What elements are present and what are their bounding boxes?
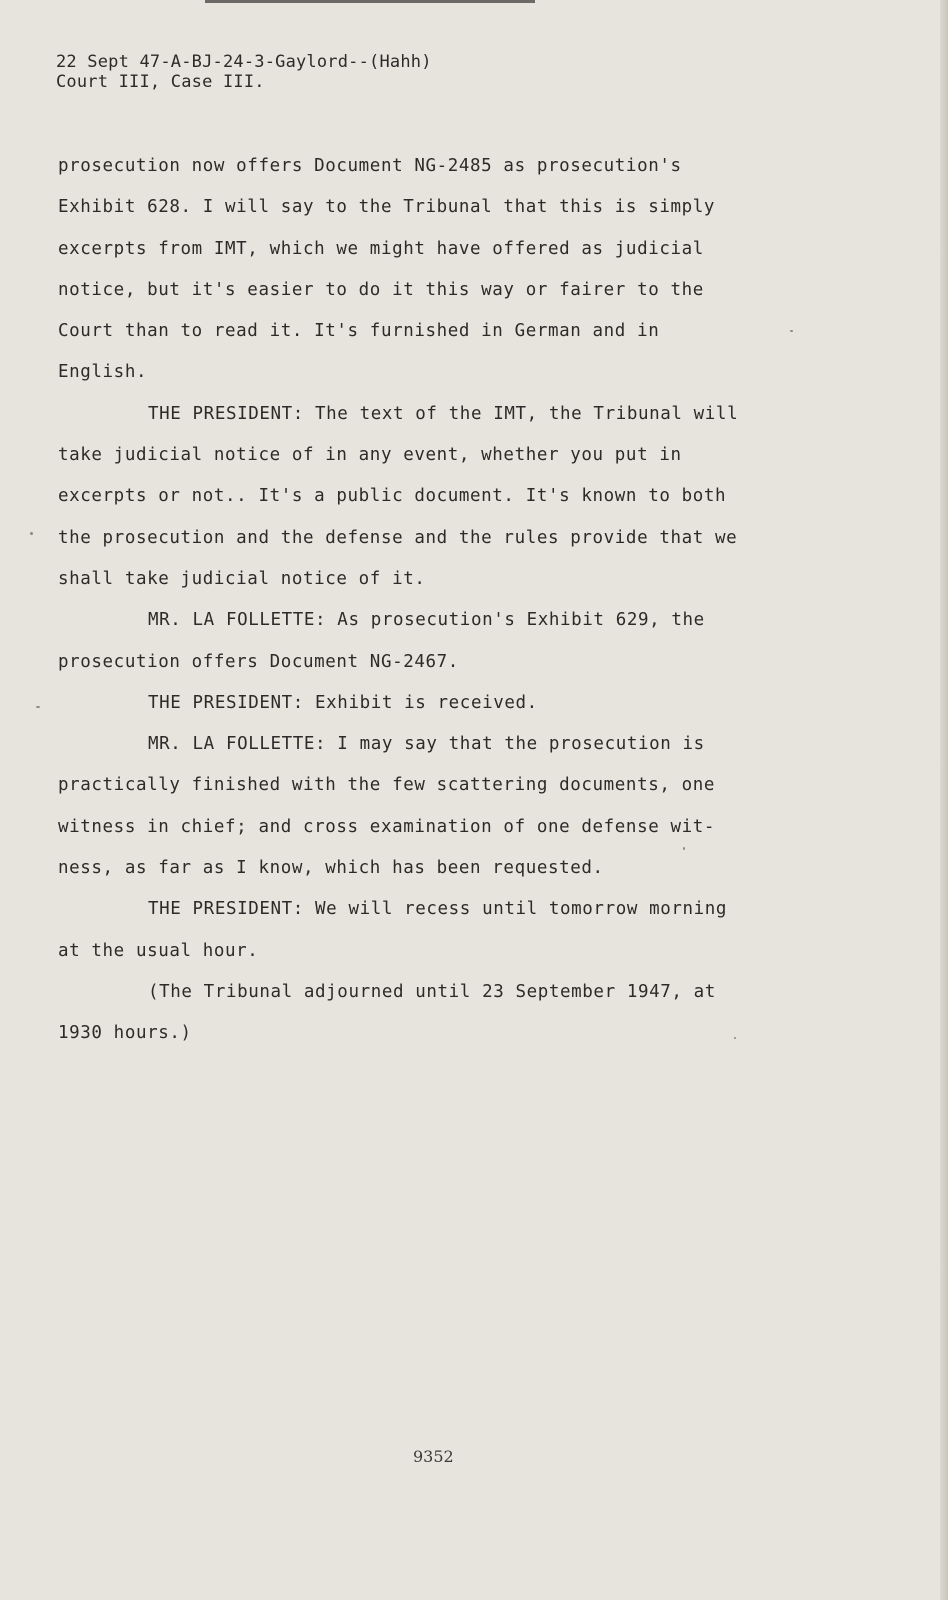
transcript-line: English. [58,362,148,383]
transcript-line: excerpts or not.. It's a public document. It's known to both [58,486,727,507]
speaker-line-la-follette: MR. LA FOLLETTE: I may say that the prosecution is [148,734,705,755]
transcript-line: excerpts from IMT, which we might have offered as judicial [58,238,704,259]
transcript-line: prosecution now offers Document NG-2485 as prosecution's [58,156,682,176]
transcript-line: take judicial notice of in any event, whether you put in [58,445,682,466]
speaker-line-la-follette: MR. LA FOLLETTE: As prosecution's Exhibit 629, the [148,610,705,631]
top-edge-mark [205,0,535,3]
paper-speck [734,1037,736,1039]
transcript-line: Exhibit 628. I will say to the Tribunal that this is simply [58,197,716,218]
speaker-line-president: THE PRESIDENT: We will recess until tomorrow morning [148,899,728,920]
document-header [56,52,432,92]
page-number: 9352 [413,1447,454,1466]
transcript-line: shall take judicial notice of it. [58,568,426,589]
transcript-line: practically finished with the few scattering documents, one [58,775,716,796]
speaker-line-president: THE PRESIDENT: The text of the IMT, the Tribunal will [148,403,739,424]
transcript-line: the prosecution and the defense and the rules provide that we [58,527,738,548]
transcript-line: Court than to read it. It's furnished in German and in [58,321,660,342]
adjournment-note: 1930 hours.) [58,1023,192,1044]
paper-speck [30,532,33,535]
paper-speck [790,330,793,332]
page-edge-shadow [940,0,948,1600]
transcript-body [58,146,828,1055]
paper-speck [36,706,40,708]
speaker-line-president: THE PRESIDENT: Exhibit is received. [148,692,538,713]
transcript-line: witness in chief; and cross examination of one defense wit- [58,816,716,837]
transcript-line: at the usual hour. [58,940,259,961]
transcript-line: prosecution offers Document NG-2467. [58,651,459,672]
adjournment-note: (The Tribunal adjourned until 23 September 1947, at [148,981,716,1002]
paper-speck [683,847,685,850]
header-reference-line: 22 Sept 47-A-BJ-24-3-Gaylord--(Hahh) [56,52,432,72]
transcript-line: notice, but it's easier to do it this way or fairer to the [58,279,704,300]
transcript-line: ness, as far as I know, which has been requested. [58,858,604,879]
header-court-line: Court III, Case III. [56,72,265,92]
